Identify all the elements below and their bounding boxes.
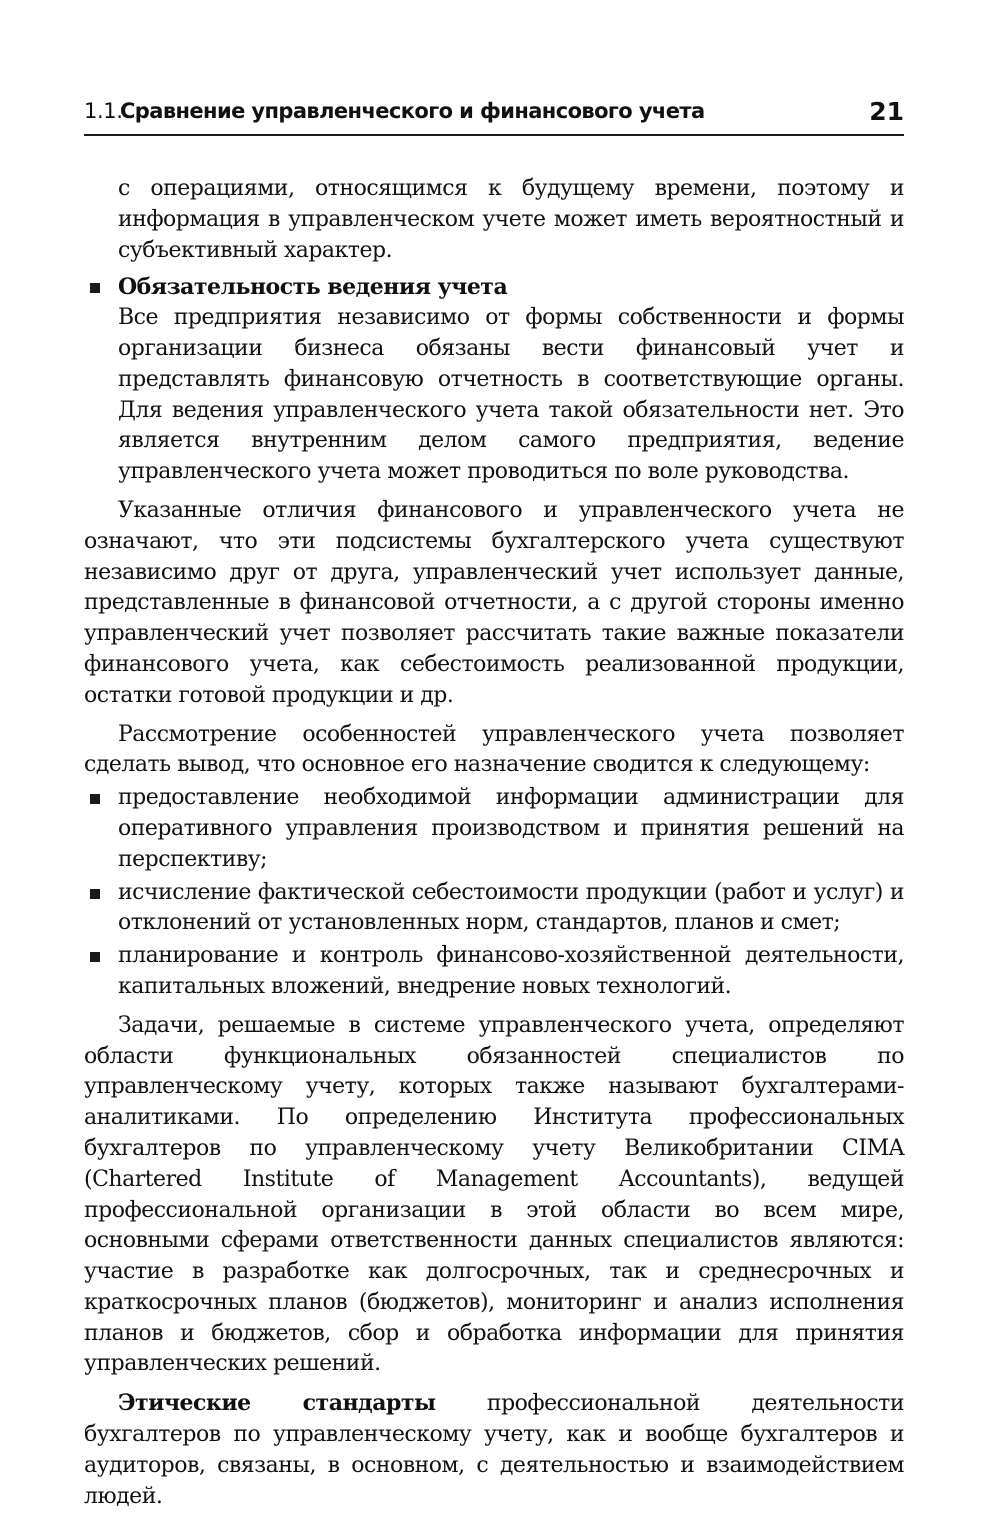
book-page	[84, 0, 906, 1540]
square-bullet-icon	[90, 952, 100, 962]
term-item-obligation	[84, 272, 904, 488]
list-item	[84, 941, 904, 1003]
list-item	[84, 878, 904, 940]
paragraph-tasks: Задачи, решаемые в системе управленческого учета, определяют области функциональных обязанностей специалистов по управленческому учету, которых также называют бухгалтерами-аналитиками. По определению Института профессиональных бухгалтеров по управленческому учету Великобритании CIMA (Chartered Institute of Management Accountants), ведущей профессиональной организации в этой области во всем мире, основными сферами ответственности данных специалистов являются: участие в разработке как долгосрочных, так и среднесрочных и краткосрочных планов (бюджетов), мониторинг и анализ исполнения планов и бюджетов, сбор и обработка информации для принятия управленческих решений.	[84, 1012, 904, 1377]
running-header	[84, 94, 904, 136]
ethics-lead-term: Этические стандарты	[118, 1390, 436, 1417]
ethics-text: профессиональной деятельности бухгалтеров по управленческому учету, как и вообще бухгалтеров и аудиторов, связаны, в основном, с деятельностью и взаимодействием людей.	[84, 1391, 904, 1509]
list-item-text: предоставление необходимой информации администрации для оперативного управления производством и принятия решений на перспективу;	[118, 785, 904, 872]
paragraph-differences: Указанные отличия финансового и управленческого учета не означают, что эти подсистемы бухгалтерского учета существуют независимо друг от друга, управленческий учет использует данные, представленные в финансовой отчетности, а с другой стороны именно управленческий учет позволяет рассчитать такие важные показатели финансового учета, как себестоимость реализованной продукции, остатки готовой продукции и др.	[84, 497, 904, 708]
purpose-list	[84, 783, 904, 1003]
continuation-paragraph: с операциями, относящимся к будущему времени, поэтому и информация в управленческом учете может иметь вероятностный и субъективный характер.	[118, 176, 904, 263]
term-text: Все предприятия независимо от формы собственности и формы организации бизнеса обязаны вести финансовый учет и представлять финансовую отчетность в соответствующие органы. Для ведения управленческого учета такой обязательности нет. Это является внутренним делом самого предприятия, ведение управленческого учета может проводиться по воле руководства.	[118, 305, 904, 485]
term-heading: Обязательность ведения учета	[118, 274, 508, 301]
list-item-text: планирование и контроль финансово-хозяйственной деятельности, капитальных вложений, внедрение новых технологий.	[118, 943, 904, 999]
section-title: Сравнение управленческого и финансового учета	[120, 99, 705, 123]
section-number: 1.1.	[84, 99, 123, 123]
list-item	[84, 783, 904, 875]
page-number: 21	[869, 97, 904, 126]
square-bullet-icon	[90, 283, 100, 293]
square-bullet-icon	[90, 889, 100, 899]
square-bullet-icon	[90, 794, 100, 804]
page-body	[84, 174, 904, 1512]
paragraph-ethics	[84, 1388, 904, 1512]
paragraph-purpose: Рассмотрение особенностей управленческого учета позволяет сделать вывод, что основное его назначение сводится к следующему:	[84, 721, 904, 778]
list-item-text: исчисление фактической себестоимости продукции (работ и услуг) и отклонений от установленных норм, стандартов, планов и смет;	[118, 879, 904, 936]
